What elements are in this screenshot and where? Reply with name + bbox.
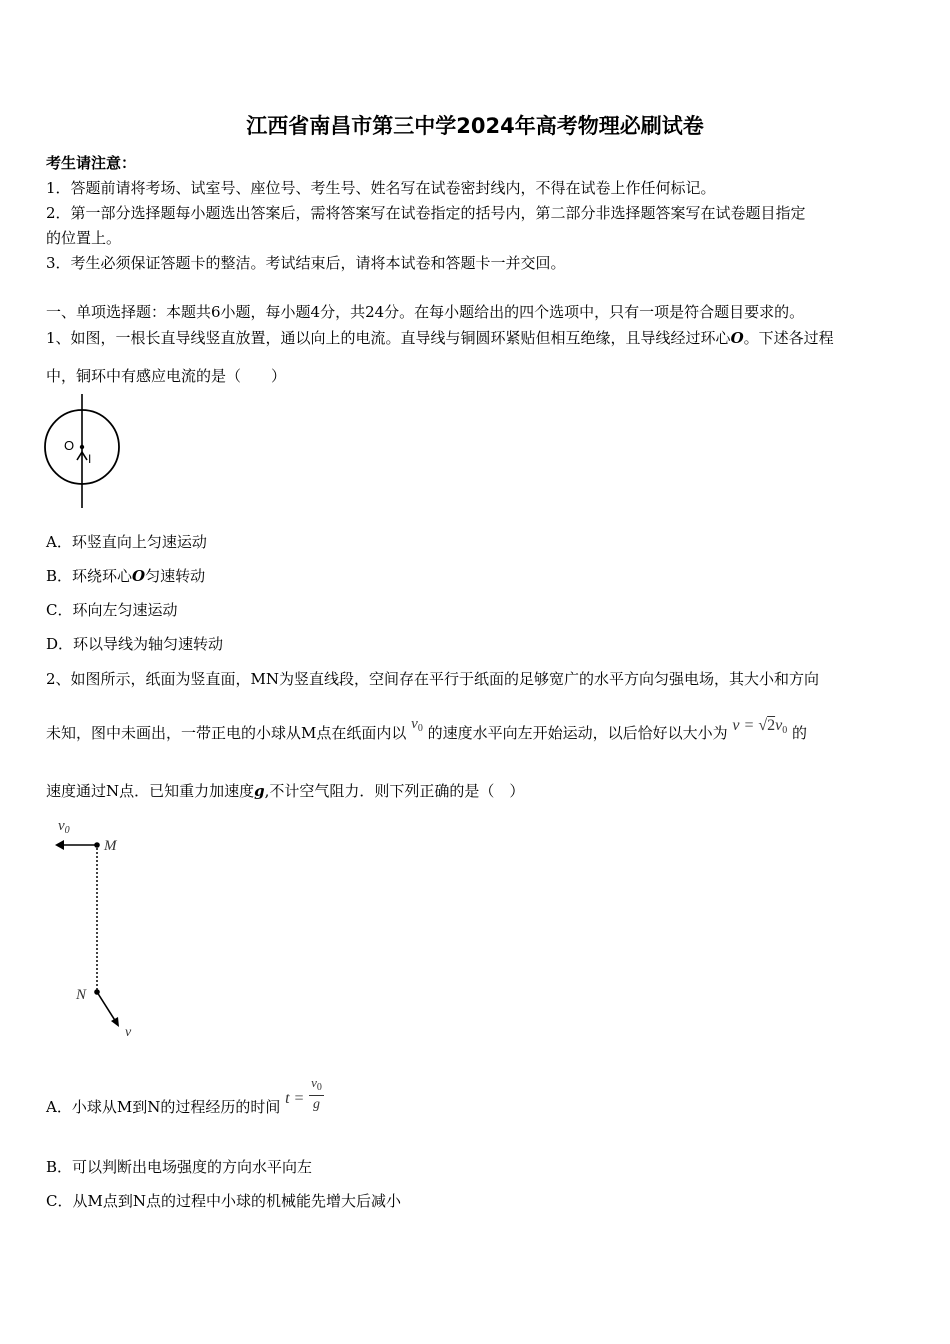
q2-stem-line3: 速度通过N点．已知重力加速度g,不计空气阻力．则下列正确的是（ ） xyxy=(46,782,525,800)
center-label: O xyxy=(64,438,75,453)
q2-option-c: C．从M点到N点的过程中小球的机械能先增大后减小 xyxy=(46,1192,401,1210)
notice-item-1: 1．答题前请将考场、试室号、座位号、考生号、姓名写在试卷密封线内，不得在试卷上作任何标记。 xyxy=(46,179,716,197)
q1-option-b: B．环绕环心O匀速转动 xyxy=(46,567,206,585)
notice-item-2-cont: 的位置上。 xyxy=(46,229,122,247)
current-label: I xyxy=(88,452,92,466)
q1-option-a: A．环竖直向上匀速运动 xyxy=(46,533,207,551)
point-m-dot xyxy=(94,842,100,848)
point-n-label: N xyxy=(76,987,87,1003)
q1-stem-line1: 1、如图，一根长直导线竖直放置，通以向上的电流。直导线与铜圆环紧贴但相互绝缘，且导线经过环心O。下述各过程 xyxy=(46,329,834,347)
q1-stem-line2: 中，铜环中有感应电流的是（ ） xyxy=(46,367,287,385)
v-label: v xyxy=(125,1025,132,1040)
arrow-down-right-icon xyxy=(111,1017,119,1027)
q2-stem-line2: 未知，图中未画出，一带正电的小球从M点在纸面内以 $v_0$ 的速度水平向左开始运动，以后恰好以大小为 $v = √2v_0$ 的 xyxy=(46,716,807,742)
q1-option-c: C．环向左匀速运动 xyxy=(46,601,178,619)
q1-figure xyxy=(40,392,130,510)
point-m-label: M xyxy=(104,838,117,854)
q1-option-d: D．环以导线为轴匀速转动 xyxy=(46,635,224,653)
v0-label: $v_0$ xyxy=(58,818,70,836)
section-heading: 一、单项选择题：本题共6小题，每小题4分，共24分。在每小题给出的四个选项中，只有一项是符合题目要求的。 xyxy=(46,303,805,321)
v-arrow-line xyxy=(97,992,116,1022)
q2-option-a: A．小球从M到N的过程经历的时间 t = $\frac{v_0}{g}$ xyxy=(46,1075,322,1116)
notice-item-3: 3．考生必须保证答题卡的整洁。考试结束后，请将本试卷和答题卡一并交回。 xyxy=(46,254,566,272)
notice-heading: 考生请注意： xyxy=(46,154,137,172)
q2-option-b: B．可以判断出电场强度的方向水平向左 xyxy=(46,1158,313,1176)
arrow-left-icon xyxy=(55,840,64,850)
time-fraction: $\frac{v_0}{g}$ xyxy=(311,1075,322,1112)
notice-item-2: 2．第一部分选择题每小题选出答案后，需将答案写在试卷指定的括号内，第二部分非选择题答案写在试卷题目指定 xyxy=(46,204,806,222)
q2-figure xyxy=(44,808,154,1048)
q2-stem-line1: 2、如图所示，纸面为竖直面，MN为竖直线段，空间存在平行于纸面的足够宽广的水平方向匀强电场，其大小和方向 xyxy=(46,670,820,688)
ring-center-dot xyxy=(80,445,84,449)
page-title: 江西省南昌市第三中学2024年高考物理必刷试卷 xyxy=(246,114,704,138)
